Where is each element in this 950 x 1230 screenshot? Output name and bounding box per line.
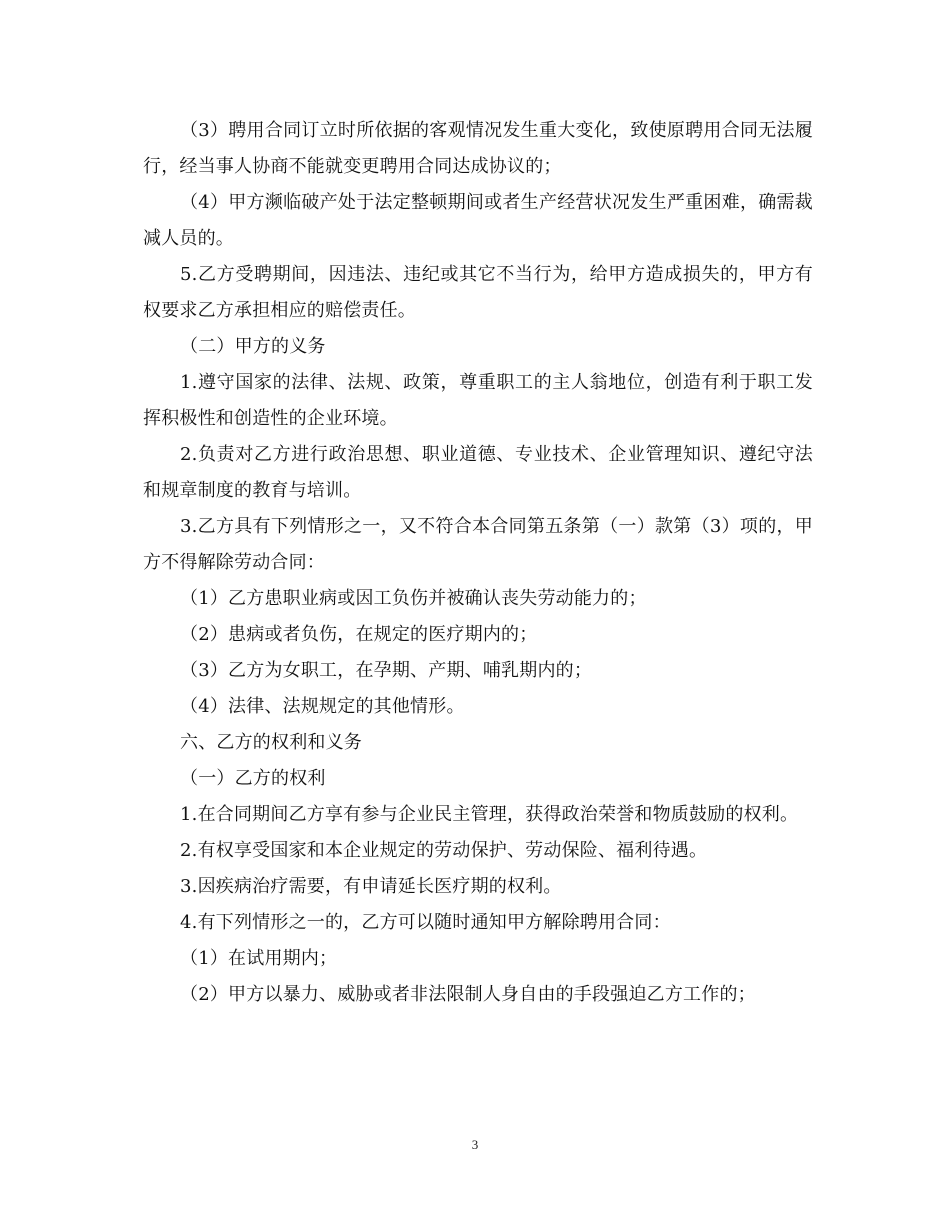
paragraph: 1.在合同期间乙方享有参与企业民主管理，获得政治荣誉和物质鼓励的权利。 (180, 804, 799, 825)
paragraph: 4.有下列情形之一的，乙方可以随时通知甲方解除聘用合同： (180, 912, 671, 933)
section-heading: 六、乙方的权利和义务 (180, 732, 362, 753)
paragraph: 5.乙方受聘期间，因违法、违纪或其它不当行为，给甲方造成损失的，甲方有权要求乙方承担相应的赔偿责任。 (143, 264, 813, 321)
list-item: （2）甲方以暴力、威胁或者非法限制人身自由的手段强迫乙方工作的； (180, 984, 756, 1005)
list-item: （2）患病或者负伤，在规定的医疗期内的； (180, 624, 538, 645)
paragraph: 2.负责对乙方进行政治思想、职业道德、专业技术、企业管理知识、遵纪守法和规章制度的教育与培训。 (143, 444, 813, 501)
list-item: （1）乙方患职业病或因工负伤并被确认丧失劳动能力的； (180, 588, 647, 609)
list-item: （1）在试用期内； (180, 948, 338, 969)
paragraph: 2.有权享受国家和本企业规定的劳动保护、劳动保险、福利待遇。 (180, 840, 708, 861)
paragraph: 3.因疾病治疗需要，有申请延长医疗期的权利。 (180, 876, 562, 897)
paragraph: 1.遵守国家的法律、法规、政策，尊重职工的主人翁地位，创造有利于职工发挥积极性和创造性的企业环境。 (143, 372, 813, 429)
section-heading: （二）甲方的义务 (180, 336, 326, 357)
document-body (143, 113, 813, 1013)
list-item: （3）乙方为女职工，在孕期、产期、哺乳期内的； (180, 660, 593, 681)
section-heading: （一）乙方的权利 (180, 768, 326, 789)
paragraph: （4）甲方濒临破产处于法定整顿期间或者生产经营状况发生严重困难，确需裁减人员的。 (143, 192, 813, 249)
list-item: （4）法律、法规规定的其他情形。 (180, 696, 465, 717)
paragraph: （3）聘用合同订立时所依据的客观情况发生重大变化，致使原聘用合同无法履行，经当事人协商不能就变更聘用合同达成协议的； (143, 120, 813, 177)
page-number: 3 (471, 1137, 479, 1152)
paragraph: 3.乙方具有下列情形之一，又不符合本合同第五条第（一）款第（3）项的，甲方不得解除劳动合同： (143, 516, 813, 573)
